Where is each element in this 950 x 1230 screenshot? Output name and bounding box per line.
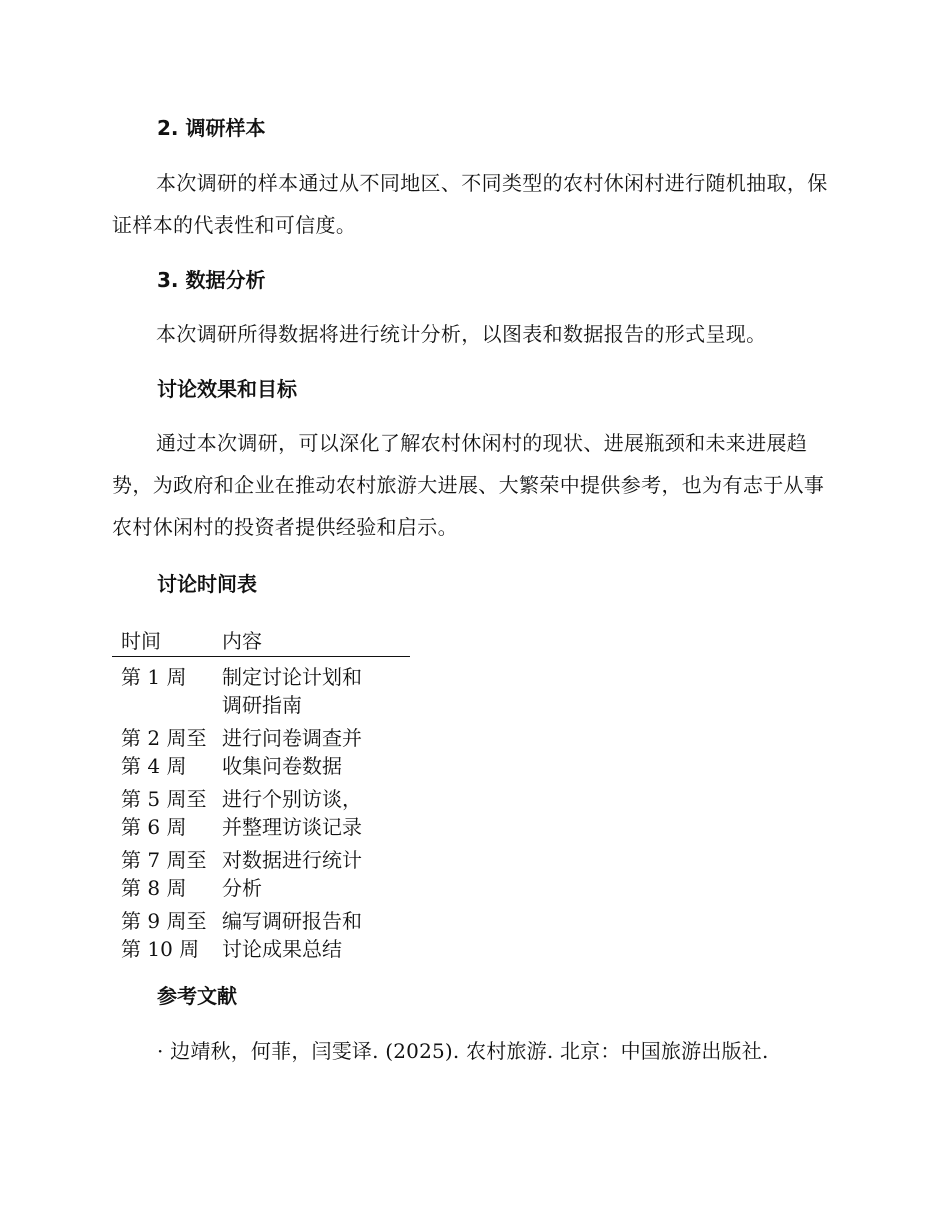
heading-data-analysis: 3. 数据分析 <box>157 268 266 292</box>
table-cell-time: 第 1 周 <box>121 665 187 689</box>
table-cell-time: 第 9 周至 第 10 周 <box>121 909 207 961</box>
schedule-table-body <box>112 657 410 963</box>
heading-references: 参考文献 <box>157 984 237 1008</box>
table-cell-time: 第 5 周至 第 6 周 <box>121 787 207 839</box>
table-cell-content: 进行个别访谈， 并整理访谈记录 <box>222 787 362 839</box>
table-cell-content: 编写调研报告和 讨论成果总结 <box>222 909 362 961</box>
table-row <box>112 785 410 841</box>
table-cell-content: 进行问卷调查并 收集问卷数据 <box>222 726 362 778</box>
table-row <box>112 907 410 963</box>
paragraph-research-sample: 本次调研的样本通过从不同地区、不同类型的农村休闲村进行随机抽取，保证样本的代表性和可信度。 <box>112 171 828 237</box>
heading-goals: 讨论效果和目标 <box>157 377 297 401</box>
schedule-table-header <box>112 626 410 657</box>
table-cell-time: 第 7 周至 第 8 周 <box>121 848 207 900</box>
table-row <box>112 663 410 719</box>
heading-schedule: 讨论时间表 <box>157 572 257 596</box>
table-row <box>112 724 410 780</box>
schedule-table <box>112 626 410 963</box>
heading-research-sample: 2. 调研样本 <box>157 116 266 140</box>
column-header-content: 内容 <box>222 629 262 653</box>
paragraph-goals: 通过本次调研，可以深化了解农村休闲村的现状、进展瓶颈和未来进展趋势，为政府和企业在推动农村旅游大进展、大繁荣中提供参考，也为有志于从事农村休闲村的投资者提供经验和启示。 <box>112 431 825 539</box>
paragraph-data-analysis: 本次调研所得数据将进行统计分析，以图表和数据报告的形式呈现。 <box>156 322 767 346</box>
table-row <box>112 846 410 902</box>
reference-item: · 边靖秋，何菲，闫雯译. (2025). 农村旅游. 北京：中国旅游出版社. <box>157 1039 769 1063</box>
column-header-time: 时间 <box>121 629 161 653</box>
table-cell-time: 第 2 周至 第 4 周 <box>121 726 207 778</box>
table-cell-content: 制定讨论计划和 调研指南 <box>222 665 362 717</box>
table-cell-content: 对数据进行统计 分析 <box>222 848 362 900</box>
